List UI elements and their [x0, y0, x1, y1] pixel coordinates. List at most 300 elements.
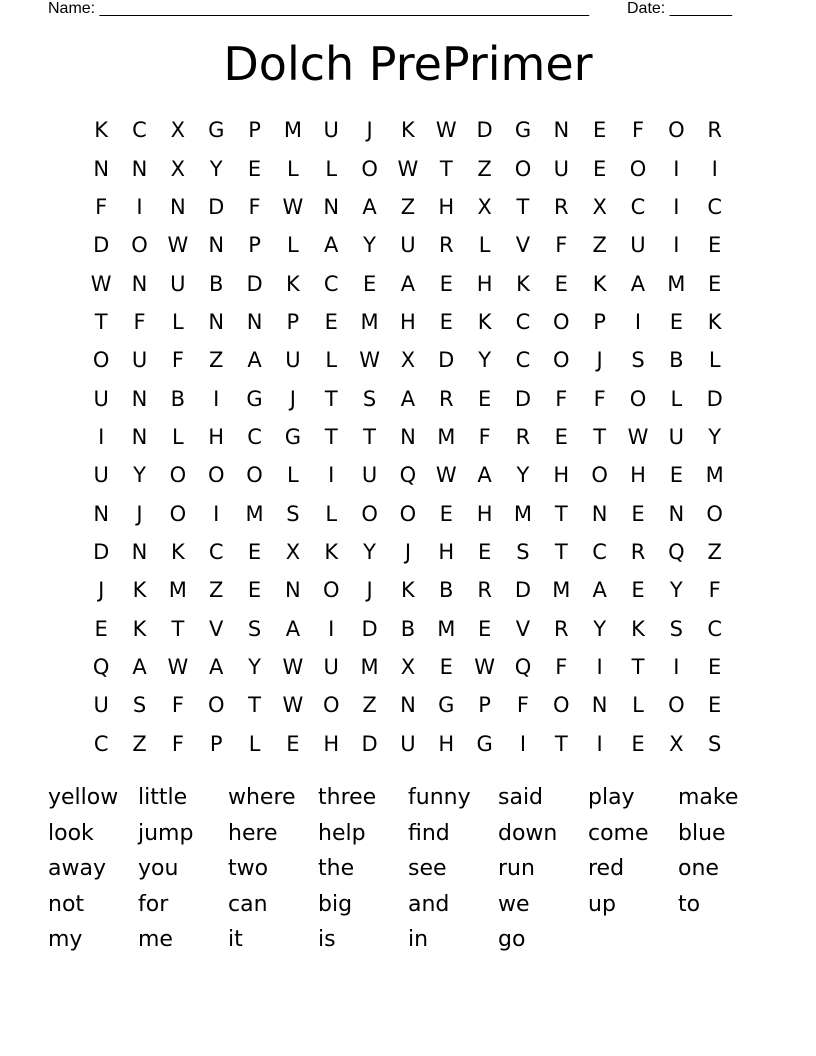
grid-letter: P: [248, 233, 261, 258]
grid-letter: N: [591, 693, 608, 718]
grid-letter: E: [708, 271, 722, 296]
grid-letter: T: [363, 424, 376, 449]
grid-letter: U: [323, 654, 339, 679]
grid-letter: D: [706, 386, 723, 411]
grid-letter: E: [477, 386, 492, 411]
grid-letter: N: [400, 693, 416, 718]
grid-letter: E: [554, 424, 568, 449]
grid-letter: U: [131, 348, 148, 373]
word-list-item: up: [588, 891, 616, 917]
grid-letter: O: [246, 463, 263, 488]
grid-letter: D: [514, 578, 532, 603]
grid-letter: L: [287, 233, 299, 258]
grid-letter: J: [136, 501, 143, 526]
grid-letter: U: [361, 463, 378, 488]
grid-letter: N: [285, 578, 301, 603]
grid-letter: Z: [132, 731, 147, 756]
name-field: Name: _______________________________________________________: [48, 0, 589, 17]
grid-letter: A: [400, 271, 416, 296]
grid-letter: Y: [593, 616, 607, 641]
grid-letter: D: [93, 539, 110, 564]
grid-letter: M: [283, 118, 302, 143]
grid-letter: Z: [592, 233, 607, 258]
grid-letter: W: [474, 654, 495, 679]
word-list-item: here: [228, 820, 278, 846]
grid-letter: F: [708, 578, 721, 603]
grid-letter: L: [670, 386, 683, 411]
grid-letter: L: [287, 156, 299, 181]
grid-letter: A: [247, 348, 262, 373]
grid-letter: F: [516, 693, 529, 718]
grid-letter: O: [514, 156, 532, 181]
grid-letter: N: [246, 309, 263, 334]
grid-letter: W: [627, 424, 649, 449]
grid-letter: O: [207, 693, 225, 718]
grid-letter: H: [400, 309, 416, 334]
grid-letter: E: [708, 693, 722, 718]
grid-letter: V: [209, 616, 224, 641]
grid-letter: R: [477, 578, 492, 603]
grid-letter: O: [591, 463, 608, 488]
grid-letter: E: [593, 156, 607, 181]
grid-letter: L: [325, 156, 338, 181]
grid-letter: F: [555, 233, 568, 258]
grid-letter: K: [94, 118, 109, 143]
grid-letter: E: [708, 654, 722, 679]
grid-letter: Q: [92, 654, 110, 679]
grid-letter: E: [477, 616, 492, 641]
grid-row: [82, 379, 734, 417]
grid-letter: N: [131, 424, 148, 449]
word-list-item: me: [138, 927, 173, 952]
grid-letter: E: [247, 156, 262, 181]
grid-letter: C: [247, 424, 262, 449]
grid-letter: E: [247, 578, 262, 603]
grid-letter: Y: [669, 578, 683, 603]
grid-letter: M: [513, 501, 533, 526]
grid-letter: C: [323, 271, 339, 296]
grid-letter: E: [362, 271, 377, 296]
grid-letter: K: [401, 118, 415, 143]
word-list-item: is: [318, 927, 336, 952]
grid-letter: A: [630, 271, 646, 296]
grid-letter: O: [668, 693, 685, 718]
grid-letter: U: [93, 693, 109, 718]
grid-letter: E: [94, 616, 108, 641]
grid-letter: E: [669, 463, 683, 488]
grid-row: [82, 188, 734, 226]
grid-letter: H: [630, 463, 646, 488]
grid-letter: V: [515, 233, 531, 258]
grid-letter: Z: [362, 693, 377, 718]
grid-letter: N: [323, 194, 340, 219]
grid-letter: U: [285, 348, 301, 373]
grid-letter: M: [705, 463, 724, 488]
grid-letter: J: [289, 386, 296, 411]
grid-letter: G: [514, 118, 532, 143]
grid-letter: D: [514, 386, 532, 411]
grid-letter: C: [592, 539, 607, 564]
word-list-item: play: [588, 785, 635, 810]
grid-letter: N: [131, 271, 148, 296]
grid-letter: P: [593, 309, 606, 334]
word-list-item: funny: [408, 785, 471, 810]
grid-letter: X: [477, 194, 492, 219]
grid-letter: R: [515, 424, 531, 449]
grid-letter: D: [93, 233, 110, 258]
grid-letter: E: [439, 654, 453, 679]
grid-letter: Y: [363, 233, 376, 258]
grid-letter: M: [552, 578, 571, 603]
grid-letter: O: [207, 463, 225, 488]
grid-letter: N: [131, 156, 148, 181]
grid-row: [82, 303, 734, 341]
grid-row: [82, 648, 734, 686]
grid-letter: W: [435, 463, 457, 488]
grid-row: [82, 111, 734, 149]
grid-letter: T: [516, 194, 530, 219]
word-list-item: yellow: [48, 785, 119, 810]
grid-letter: W: [167, 654, 189, 679]
grid-row: [82, 341, 734, 379]
grid-letter: X: [170, 118, 186, 143]
grid-letter: N: [131, 539, 148, 564]
word-list-item: go: [498, 927, 526, 952]
word-list-item: not: [48, 891, 85, 917]
grid-letter: E: [439, 309, 453, 334]
grid-letter: G: [208, 118, 225, 143]
word-list-item: one: [678, 856, 719, 881]
grid-letter: Q: [668, 539, 685, 564]
word-list-item: where: [228, 785, 296, 810]
grid-letter: H: [476, 501, 493, 526]
grid-letter: S: [631, 348, 645, 373]
grid-letter: K: [477, 309, 492, 334]
grid-letter: S: [286, 501, 300, 526]
grid-letter: J: [366, 578, 373, 603]
grid-letter: C: [707, 616, 722, 641]
grid-letter: M: [667, 271, 686, 296]
grid-letter: K: [707, 309, 722, 334]
grid-letter: F: [171, 348, 184, 373]
grid-letter: X: [400, 654, 416, 679]
grid-letter: F: [133, 309, 146, 334]
grid-letter: L: [325, 348, 338, 373]
word-list-item: in: [408, 927, 429, 952]
word-list-item: make: [678, 785, 739, 810]
grid-letter: B: [439, 578, 454, 603]
grid-letter: T: [554, 539, 568, 564]
grid-letter: Z: [400, 194, 416, 219]
grid-letter: A: [362, 194, 377, 219]
grid-letter: C: [707, 194, 722, 219]
grid-letter: O: [361, 501, 378, 526]
grid-letter: K: [286, 271, 300, 296]
grid-letter: K: [592, 271, 607, 296]
grid-letter: I: [596, 654, 603, 679]
grid-letter: E: [286, 731, 300, 756]
grid-letter: J: [366, 118, 373, 143]
word-list-item: and: [408, 891, 450, 917]
grid-letter: N: [170, 194, 186, 219]
grid-letter: G: [476, 731, 493, 756]
grid-letter: B: [208, 271, 224, 296]
grid-letter: N: [668, 501, 685, 526]
grid-letter: K: [516, 271, 530, 296]
grid-letter: E: [631, 578, 645, 603]
grid-letter: C: [515, 348, 531, 373]
grid-letter: T: [631, 654, 645, 679]
word-list-item: see: [408, 856, 447, 881]
grid-letter: K: [324, 539, 339, 564]
grid-letter: Y: [708, 424, 722, 449]
grid-letter: S: [516, 539, 530, 564]
grid-letter: W: [435, 118, 457, 143]
grid-letter: M: [245, 501, 264, 526]
grid-letter: S: [132, 693, 147, 718]
grid-letter: U: [400, 233, 416, 258]
grid-letter: O: [553, 348, 570, 373]
grid-letter: I: [328, 616, 335, 641]
grid-letter: R: [438, 386, 454, 411]
grid-letter: W: [282, 194, 304, 219]
grid-letter: H: [208, 424, 225, 449]
grid-letter: C: [515, 309, 531, 334]
grid-letter: W: [359, 348, 380, 373]
grid-letter: Z: [707, 539, 722, 564]
grid-letter: S: [362, 386, 377, 411]
grid-letter: Q: [514, 654, 532, 679]
grid-letter: D: [208, 194, 225, 219]
grid-letter: O: [169, 463, 187, 488]
grid-letter: R: [630, 539, 646, 564]
grid-letter: S: [669, 616, 683, 641]
grid-letter: R: [707, 118, 722, 143]
word-list-item: help: [318, 820, 366, 846]
grid-letter: U: [170, 271, 186, 296]
word-list-item: for: [138, 891, 169, 917]
grid-letter: F: [593, 386, 606, 411]
grid-letter: H: [476, 271, 493, 296]
grid-letter: I: [98, 424, 105, 449]
grid-letter: M: [437, 424, 456, 449]
grid-letter: D: [438, 348, 455, 373]
grid-letter: U: [93, 463, 109, 488]
word-list-item: run: [498, 856, 535, 881]
grid-letter: L: [708, 348, 721, 373]
grid-letter: N: [131, 386, 148, 411]
grid-letter: O: [553, 693, 570, 718]
grid-letter: H: [438, 539, 455, 564]
grid-letter: Y: [363, 539, 376, 564]
word-list-item: you: [138, 856, 179, 881]
grid-letter: T: [94, 309, 108, 334]
grid-letter: L: [248, 731, 261, 756]
grid-letter: B: [170, 386, 186, 411]
grid-letter: F: [555, 386, 568, 411]
grid-letter: O: [629, 156, 647, 181]
grid-letter: Y: [516, 463, 530, 488]
grid-letter: L: [325, 501, 338, 526]
word-list-item: come: [588, 820, 649, 846]
word-list-item: blue: [678, 820, 726, 846]
grid-row: [82, 418, 734, 456]
grid-letter: S: [247, 616, 262, 641]
date-field: Date: _______: [627, 0, 732, 17]
grid-letter: X: [669, 731, 684, 756]
word-list-item: jump: [138, 820, 194, 846]
grid-letter: I: [711, 156, 718, 181]
grid-letter: I: [213, 386, 220, 411]
grid-letter: Y: [478, 348, 492, 373]
grid-letter: I: [673, 156, 680, 181]
grid-letter: K: [132, 578, 147, 603]
grid-row: [82, 533, 734, 571]
grid-letter: Y: [248, 654, 261, 679]
grid-letter: W: [90, 271, 112, 296]
grid-letter: E: [247, 539, 262, 564]
word-list-item: away: [48, 856, 106, 881]
grid-letter: L: [172, 424, 184, 449]
grid-letter: K: [631, 616, 645, 641]
grid-row: [82, 456, 734, 494]
word-list-item: look: [48, 820, 94, 846]
word-list-item: said: [498, 785, 544, 810]
grid-letter: I: [596, 731, 603, 756]
grid-letter: I: [136, 194, 143, 219]
grid-letter: F: [555, 654, 568, 679]
word-list-item: down: [498, 820, 558, 846]
grid-letter: I: [673, 194, 680, 219]
word-list-item: big: [318, 891, 353, 917]
grid-letter: O: [169, 501, 187, 526]
grid-letter: L: [172, 309, 184, 334]
grid-letter: Q: [399, 463, 417, 488]
word-list-item: it: [228, 927, 243, 952]
grid-letter: D: [361, 616, 378, 641]
grid-letter: I: [328, 463, 335, 488]
word-list-item: little: [138, 785, 188, 810]
grid-letter: O: [668, 118, 685, 143]
grid-letter: W: [167, 233, 189, 258]
grid-letter: O: [706, 501, 723, 526]
grid-letter: G: [438, 693, 455, 718]
grid-letter: E: [439, 501, 453, 526]
grid-letter: B: [400, 616, 416, 641]
grid-letter: H: [438, 731, 455, 756]
grid-letter: Z: [209, 348, 224, 373]
grid-letter: E: [708, 233, 722, 258]
word-list-item: find: [408, 820, 450, 846]
grid-letter: O: [131, 233, 148, 258]
grid-letter: F: [478, 424, 491, 449]
grid-letter: T: [171, 616, 185, 641]
grid-row: [82, 226, 734, 264]
grid-letter: N: [208, 233, 225, 258]
grid-letter: S: [708, 731, 722, 756]
word-list-item: to: [678, 891, 701, 917]
grid-letter: U: [553, 156, 569, 181]
word-list-item: my: [48, 927, 83, 952]
grid-letter: P: [286, 309, 300, 334]
grid-letter: T: [554, 501, 568, 526]
grid-letter: T: [248, 693, 261, 718]
grid-letter: N: [400, 424, 416, 449]
grid-letter: T: [324, 424, 338, 449]
grid-letter: B: [669, 348, 684, 373]
word-list-item: red: [588, 856, 625, 881]
grid-letter: O: [553, 309, 570, 334]
grid-letter: X: [592, 194, 607, 219]
grid-letter: O: [399, 501, 417, 526]
grid-letter: I: [519, 731, 527, 756]
word-list-item: can: [228, 891, 268, 917]
grid-letter: I: [673, 654, 680, 679]
grid-letter: F: [171, 731, 184, 756]
page-title: Dolch PrePrimer: [223, 37, 593, 91]
grid-letter: C: [208, 539, 224, 564]
grid-letter: R: [438, 233, 454, 258]
grid-letter: L: [632, 693, 644, 718]
grid-letter: W: [282, 654, 304, 679]
grid-letter: O: [629, 386, 647, 411]
grid-letter: I: [213, 501, 220, 526]
grid-letter: J: [404, 539, 412, 564]
grid-letter: A: [285, 616, 301, 641]
grid-letter: U: [323, 118, 339, 143]
grid-letter: I: [634, 309, 642, 334]
grid-row: [82, 725, 734, 763]
grid-letter: W: [397, 156, 419, 181]
grid-letter: H: [323, 731, 340, 756]
grid-letter: H: [553, 463, 570, 488]
grid-letter: N: [208, 309, 225, 334]
grid-letter: N: [591, 501, 608, 526]
grid-letter: K: [401, 578, 415, 603]
grid-letter: A: [400, 386, 416, 411]
grid-letter: I: [673, 233, 680, 258]
grid-letter: Z: [477, 156, 492, 181]
grid-letter: U: [630, 233, 646, 258]
grid-letter: E: [324, 309, 338, 334]
grid-letter: L: [478, 233, 491, 258]
grid-letter: G: [284, 424, 302, 449]
grid-letter: J: [98, 578, 105, 603]
grid-letter: F: [95, 194, 108, 219]
word-list: [48, 780, 768, 958]
grid-letter: H: [438, 194, 455, 219]
grid-letter: A: [324, 233, 339, 258]
grid-letter: L: [287, 463, 299, 488]
grid-letter: R: [554, 616, 569, 641]
grid-letter: E: [554, 271, 568, 296]
grid-row: [82, 571, 734, 609]
grid-letter: C: [132, 118, 147, 143]
grid-letter: U: [400, 731, 416, 756]
grid-letter: O: [322, 693, 340, 718]
grid-letter: F: [631, 118, 645, 143]
grid-letter: M: [360, 309, 379, 334]
grid-letter: X: [170, 156, 186, 181]
grid-letter: M: [168, 578, 187, 603]
grid-letter: T: [324, 386, 338, 411]
word-list-item: we: [498, 891, 530, 917]
grid-letter: M: [360, 654, 379, 679]
grid-letter: P: [478, 693, 491, 718]
grid-letter: E: [593, 118, 607, 143]
grid-letter: N: [93, 501, 110, 526]
grid-letter: N: [553, 118, 570, 143]
